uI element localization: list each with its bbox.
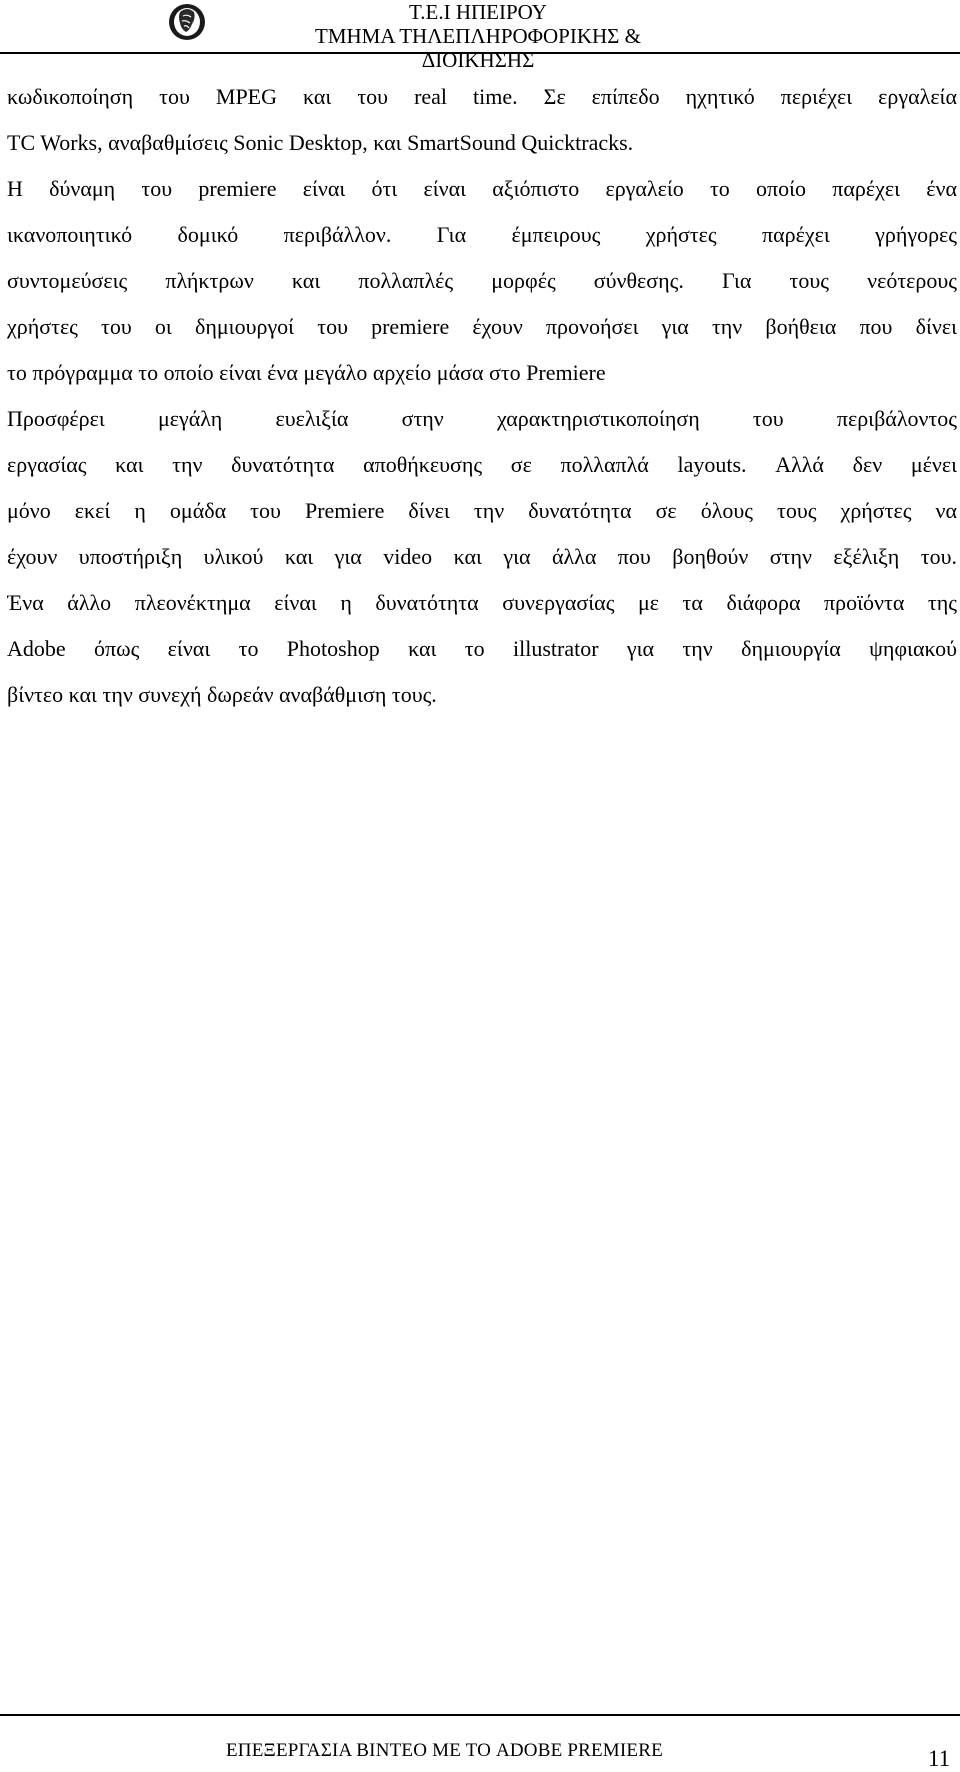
- paragraph-line: εργασίας και την δυνατότητα αποθήκευσης σε πολλαπλά layouts. Αλλά δεν μένει: [7, 452, 957, 477]
- footer-title: ΕΠΕΞΕΡΓΑΣΙΑ ΒΙΝΤΕΟ ΜΕ ΤΟ ADOBE PREMIERE: [226, 1740, 663, 1761]
- paragraph-line: Προσφέρει μεγάλη ευελιξία στην χαρακτηριστικοποίηση του περιβάλοντος: [7, 406, 957, 431]
- footer-divider: [0, 1714, 960, 1716]
- paragraph-line: TC Works, αναβαθμίσεις Sonic Desktop, και SmartSound Quicktracks.: [7, 130, 634, 155]
- paragraph-line: κωδικοποίηση του MPEG και του real time. Σε επίπεδο ηχητικό περιέχει εργαλεία: [7, 84, 957, 109]
- paragraph-line: μόνο εκεί η ομάδα του Premiere δίνει την δυνατότητα σε όλους τους χρήστες να: [7, 498, 957, 523]
- paragraph-line: ικανοποιητικό δομικό περιβάλλον. Για έμπειρους χρήστες παρέχει γρήγορες: [7, 222, 957, 247]
- paragraph-line: έχουν υποστήριξη υλικού και για video και για άλλα που βοηθούν στην εξέλιξη του.: [7, 544, 957, 569]
- page-header: [0, 0, 960, 72]
- paragraph-line: το πρόγραμμα το οποίο είναι ένα μεγάλο αρχείο μάσα στο Premiere: [7, 360, 606, 385]
- header-title-block: [258, 0, 698, 72]
- paragraph-line: βίντεο και την συνεχή δωρεάν αναβάθμιση τους.: [7, 682, 437, 707]
- paragraph-line: συντομεύσεις πλήκτρων και πολλαπλές μορφές σύνθεσης. Για τους νεότερους: [7, 268, 957, 293]
- page-footer: [0, 1700, 960, 1770]
- department-name: ΤΜΗΜΑ ΤΗΛΕΠΛΗΡΟΦΟΡΙΚΗΣ & ΔΙΟΙΚΗΣΗΣ: [315, 24, 641, 72]
- paragraph-line: Ένα άλλο πλεονέκτημα είναι η δυνατότητα συνεργασίας με τα διάφορα προϊόντα της: [7, 590, 957, 615]
- paragraph-line: χρήστες του οι δημιουργοί του premiere έχουν προνοήσει για την βοήθεια που δίνει: [7, 314, 957, 339]
- document-body: [7, 74, 957, 718]
- paragraph-line: Adobe όπως είναι το Photoshop και το illustrator για την δημιουργία ψηφιακού: [7, 636, 957, 661]
- header-divider: [0, 52, 960, 54]
- page-number: 11: [928, 1746, 951, 1771]
- paragraph-line: Η δύναμη του premiere είναι ότι είναι αξιόπιστο εργαλείο το οποίο παρέχει ένα: [7, 176, 957, 201]
- institution-logo-icon: [166, 2, 208, 42]
- institution-name: Τ.Ε.Ι ΗΠΕΙΡΟΥ: [409, 0, 547, 24]
